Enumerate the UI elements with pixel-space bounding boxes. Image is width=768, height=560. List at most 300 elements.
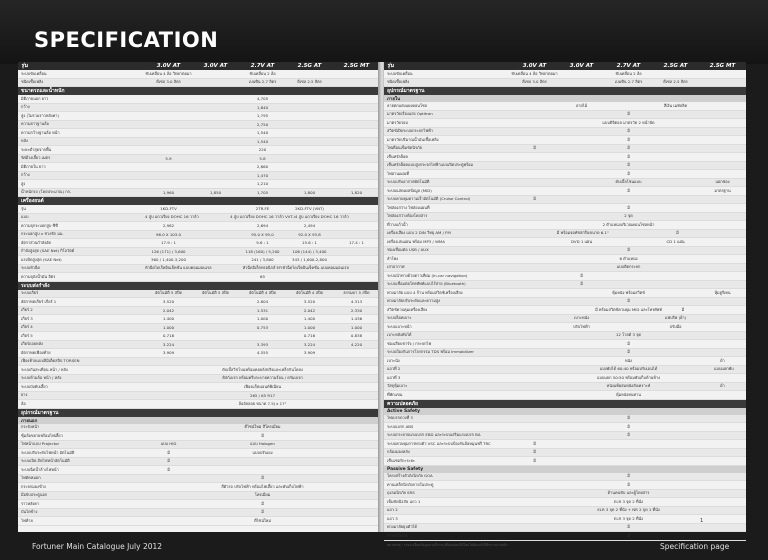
spec-value: มี [681,306,685,312]
spec-value: หัวฉีดอิเล็กทรอนิกส์ EFI [242,265,283,271]
spec-value: 1KD-FTV [160,206,177,212]
spec-value: มี [627,153,630,159]
spec-row [18,517,380,526]
spec-row [384,391,746,400]
spec-row [384,281,746,290]
spec-label: แถว 3 [387,515,398,521]
spec-value: มาตรฐาน [714,187,731,193]
spec-label: ชนิดเชื้อเพลิง [21,79,44,85]
spec-value: 1,795 [256,113,269,119]
spec-value: 1,850 [209,189,222,195]
spec-value: แบบ HID [160,441,177,447]
spec-row [384,481,746,490]
spec-row [18,163,380,172]
spec-label: ระยะต่ำสุดจากพื้น [21,146,52,152]
spec-value: 1,705 [256,189,269,195]
spec-value: 3.520 [162,299,175,305]
spec-value: ดีเซล 3.0 ลิตร [156,79,181,85]
spec-row [384,238,746,247]
spec-value: 96.0 X 103.0 [156,231,181,237]
spec-row [384,221,746,230]
spec-row [384,230,746,239]
spec-row [18,70,380,79]
spec-row [384,349,746,358]
section-heading: ระบบส่งกำลัง [18,282,380,290]
spec-value: 5.8 [259,155,266,161]
spec-value: 4.313 [350,299,363,305]
spec-row [384,247,746,256]
spec-value: 343 / 1,600-2,800 [292,257,327,263]
page-number: 1 [700,518,704,524]
page-title: SPECIFICATION [34,28,219,52]
spec-row [18,500,380,509]
spec-value: มี [261,475,264,481]
spec-value: 0.716 [303,333,316,339]
spec-value: มี [627,111,630,117]
column-header-cell: 2.5G AT [297,63,322,69]
spec-label: มาตรวัดปริมาณน้ำมันเชื้อเพลิง [387,136,439,142]
spec-row [384,272,746,281]
spec-label: ลายตกแต่งแผงคอนโซล [387,102,428,108]
spec-value: มี [627,432,630,438]
spec-row [384,187,746,196]
column-header-cell: 3.0V AT [203,63,228,69]
spec-row [384,415,746,424]
column-header-cell: 3.0V AT [569,63,594,69]
spec-value: 1.531 [256,307,269,313]
spec-value: 1.400 [303,316,316,322]
spec-label: กระบอกสูบ x ช่วงชัก มม. [21,231,64,237]
spec-value: ขับเคลื่อน 2 ล้อ [615,70,642,76]
spec-value: 0.753 [256,324,269,330]
spec-row [384,102,746,111]
spec-label: ไฟท้าย [21,517,33,523]
spec-value: 126 (171) / 3,600 [151,248,186,254]
spec-value: ELR 3 จุด 2 ที่นั่ง [613,498,644,504]
spec-label: กำลังสูงสุด (SAE Net) กิโลวัตต์ [21,248,75,254]
spec-value: เบาะหนัง [573,315,590,321]
spec-label: ระบบห้ามล้อ หน้า / หลัง [21,375,62,381]
spec-value: 118 (160) / 5,200 [245,248,280,254]
spec-value: มี [627,128,630,134]
spec-label: แถวที่ 2 [387,366,401,372]
spec-value: ขับเคลื่อน 4 ล้อ วิทยาตอมา [511,70,558,76]
spec-label: แบบ [21,214,29,220]
spec-value: 1.000 [350,324,363,330]
spec-row [18,265,380,274]
spec-value: ดับเบิ้ลวิชโบนพร้อมคอยล์สปริงและเหล็กกันโคลง [222,366,303,372]
spec-row [18,214,380,223]
column-header-label: รุ่น [387,63,394,69]
spec-label: วัสดุหุ้มเบาะ [387,383,408,389]
column-header-cell: 3.0V AT [522,63,547,69]
spec-label: เกียร์ 5 [21,332,33,338]
spec-row [18,475,380,484]
spec-value: 3.909 [162,350,175,356]
column-header-row [18,62,380,70]
spec-value: มี [167,466,170,472]
spec-label: เซ็นทรัลล็อค [387,153,408,159]
spec-label: น้ำหนักรถ (โดยประมาณ) กก. [21,189,72,195]
column-header-label: รุ่น [21,63,28,69]
spec-row [18,172,380,181]
spec-row [18,400,380,409]
spec-row [384,332,746,341]
spec-row [18,79,380,88]
spec-row [18,483,380,492]
spec-value: มี [627,204,630,210]
spec-value: มี [627,145,630,151]
spec-value: 3.224 [303,341,316,347]
spec-value: แยกช่อง [715,179,730,185]
spec-row [384,162,746,171]
spec-row [384,298,746,307]
spec-label: กระจังหน้า [21,424,40,430]
spec-value: ปรับไฟฟ้า [573,323,590,329]
spec-value: ผ้า [720,357,725,363]
section-heading: ขนาดรถและน้ำหนัก [18,87,380,95]
spec-label: สวิตช์เปิดระบบกระจกไฟฟ้า [387,128,433,134]
spec-value: ดีไซน์ใหม่ สีโครเมียม [244,424,281,430]
spec-row [18,180,380,189]
spec-value: 2.330 [350,307,363,313]
spec-row [18,231,380,240]
column-header-cell: 2.7V AT [616,63,641,69]
spec-label: ระบบเกียร์ [21,290,39,296]
spec-row [384,204,746,213]
spec-value: 0.716 [162,333,175,339]
spec-value: มี [627,298,630,304]
spec-value: 2,494 [303,223,316,229]
spec-value: 1,210 [256,181,269,187]
spec-row [18,366,380,375]
spec-label: ไฟอ่านแผนที่ [387,170,409,176]
spec-value: 1.436 [350,316,363,322]
spec-label: มาตรวัดเรืองแสง Optitron [387,111,433,117]
spec-value: หุ้มหนังทนทาน [616,391,641,397]
column-header-row [384,62,746,70]
spec-value: 3.520 [303,299,316,305]
spec-label: มิติภายใน ยาว [21,163,46,169]
spec-label: ระบบกันสะเทือน หน้า / หลัง [21,366,68,372]
spec-row [18,441,380,450]
spec-value: แบบติดกระจก [616,264,641,270]
spec-value: 3.393 [256,341,269,347]
spec-value: 2.804 [256,299,269,305]
spec-row [18,307,380,316]
spec-value: มี [627,349,630,355]
spec-value: 15.6 : 1 [302,240,317,246]
spec-label: เซ็นเซอร์กะระยะ [387,457,416,463]
spec-row [384,255,746,264]
spec-value: DVD 1 แผ่น [571,238,592,244]
subsection-heading: ภายนอก [18,417,380,424]
spec-row [18,458,380,467]
spec-value: หัวฉีดไดเร็คอินเจ็คชั่น แบบคอมมอนเรล [282,265,349,271]
spec-label: ระบบเบรก ABS [387,423,414,429]
spec-value: 4 สูบ แถวเรียง DOHC 16 วาล์ว VVT-i [230,214,295,220]
spec-label: ความจุกระบอกสูบ ซีซี [21,222,58,228]
spec-label: มือจับประตูนอก [21,492,48,498]
spec-row [18,449,380,458]
spec-row [18,95,380,104]
spec-value: ดีเซล 3.0 ลิตร [522,79,547,85]
spec-label: ระบบนำทางด้วยดาวเทียม (In-car navigation) [387,272,468,278]
section-heading: อุปกรณ์มาตรฐาน [384,87,746,95]
spec-value: สีตัวรถ ปรับไฟฟ้า พร้อมไฟเลี้ยว และพับเก็บไฟฟ้า [221,483,304,489]
spec-value: มี [627,170,630,176]
spec-row [384,111,746,120]
spec-value: 1,540 [256,138,269,144]
spec-label: ระบบกระจายแรงเบรก EBD และระบบเสริมแรงเบรก BA [387,432,481,438]
spec-value: มี [167,458,170,464]
spec-value: ELR 3 จุด 2 ที่นั่ง [613,515,644,521]
spec-label: เบาะหลังพับได้ [387,332,412,338]
spec-label: กระจกมองข้าง [21,483,46,489]
spec-value: 2,860 [256,164,269,170]
spec-value: แบ่งพับได้ 60:40 พร้อมปรับเอนได้ [599,366,658,372]
spec-row [384,498,746,507]
section-heading: อุปกรณ์มาตรฐาน [18,409,380,417]
spec-value: มี พร้อมจอทัชสกรีนขนาด 6.1" [556,230,609,236]
spec-row [384,457,746,466]
spec-label: สูง [21,180,26,186]
spec-value: 1.400 [162,316,175,322]
spec-row [384,145,746,154]
spec-value: 1.000 [303,324,316,330]
spec-value: 95.0 X 95.0 [251,231,274,237]
spec-value: อัตโนมัติ 4 สปีด [295,290,324,296]
spec-value: มี [580,281,583,287]
spec-label: เซ็นทรัลล็อคแบบสูงกระจกไฟฟ้าแบบเปิดประตูพร้อม [387,162,474,168]
spec-label: บันไดข้าง [21,509,38,515]
spec-row [384,289,746,298]
spec-row [18,248,380,257]
spec-value: 4.220 [350,341,363,347]
spec-label: โครงสร้างตัวถังนิรภัย GOA [387,473,433,479]
spec-label: เบาะนั่ง [387,357,400,363]
spec-label: ที่วางแก้วน้ำ [387,221,408,227]
spec-label: หลัง [21,138,28,144]
spec-label: อัตราส่วนกำลังอัด [21,239,52,245]
spec-label: กว้าง [21,172,30,178]
spec-value: 92.0 X 93.8 [298,231,321,237]
spec-value: ธรรมดา 5 สปีด [343,290,370,296]
spec-value: มี [533,440,536,446]
spec-value: 1,820 [350,189,363,195]
column-header-cell: 2.7V AT [250,63,275,69]
spec-label: กล้องมองหลัง [387,449,410,455]
spec-row [384,323,746,332]
spec-row [384,340,746,349]
spec-value: มี [627,340,630,346]
spec-value: 265 / 65 R17 [249,392,276,398]
spec-value: 5.9 [165,155,172,161]
spec-row [18,138,380,147]
spec-label: อัตราทดเกียร์ เกียร์ 1 [21,298,57,304]
spec-value: มี [261,500,264,506]
spec-value: ปรับมือ [669,323,682,329]
spec-row [384,532,746,541]
spec-value: แบบดิจิตอล มาตรวัด 2 หน้าปัด [602,119,655,125]
spec-label: ระบบป้องกันการโจรกรรม TDS พร้อม Immobilizer [387,349,474,355]
spec-value: มี [627,423,630,429]
spec-row [384,366,746,375]
spec-row [18,466,380,475]
spec-label: พวงมาลัยปรับระดับและความสูง [387,298,441,304]
spec-value: มี [627,532,630,538]
spec-value: มี [533,457,536,463]
spec-row [384,383,746,392]
spec-row [384,264,746,273]
spec-label: ชนิดเชื้อเพลิง [387,79,410,85]
spec-value: 2,750 [256,121,269,127]
spec-row [18,189,380,198]
spec-value: อัตโนมัติ 4 สปีด [248,290,277,296]
spec-row [18,375,380,384]
spec-value: สีเงิน เมทัลลิค [663,102,688,108]
spec-value: ดีเซล 2.5 ลิตร [663,79,688,85]
spec-row [384,440,746,449]
spec-value: 0.838 [350,333,363,339]
spec-label: กว้าง [21,104,30,110]
spec-value: ผ้า [720,383,725,389]
spec-value: แบบแยกพับ [713,366,734,372]
spec-label: สูง (ไม่รวมราวหลังคา) [21,112,60,118]
spec-label: พวงมาลัยยุบตัวได้ [387,524,418,530]
spec-row [384,153,746,162]
spec-value: ขับเคลื่อน 4 ล้อ วิทยาตอมา [145,70,192,76]
spec-value: มี [627,415,630,421]
spec-value: หุ้มหนัง พร้อมสวิตช์ [612,289,645,295]
spec-label: คานเหล็กนิรภัยภายในประตู [387,481,434,487]
spec-value: ลายไม้ [575,102,588,108]
spec-value: มี [627,481,630,487]
spec-value: มี [261,509,264,515]
subsection-heading: ภายใน [384,95,746,102]
section-heading: ความปลอดภัย [384,400,746,408]
spec-value: หนัง [624,357,633,363]
spec-value: 1,840 [256,104,269,110]
spec-value: ด้านคนขับ และผู้โดยสาร [607,490,650,496]
spec-label: ระบบขับเคลื่อน [21,70,47,76]
spec-label: ระบบแสดงผลข้อมูล (MID) [387,187,432,193]
spec-value: 17.9 : 1 [161,240,176,246]
spec-row [384,79,746,88]
spec-label: ระบบปรับระดับไฟหน้า อัตโนมัติ [21,449,75,455]
spec-row [384,213,746,222]
spec-row [18,392,380,401]
spec-value: ดับเบิ้ลโซนแบบ [615,179,642,185]
spec-row [18,222,380,231]
spec-row [18,315,380,324]
spec-row [384,315,746,324]
spec-label: ระบบควบคุมการทรงตัว VSC และระบบป้องกันล้อหมุนฟรี TRC [387,440,491,446]
spec-label: เสาอากาศ [387,264,405,270]
spec-label: ระบบปรับอากาศอัตโนมัติ [387,179,430,185]
spec-value: ELR 3 จุด 2 ที่นั่ง + NR 2 จุด 1 ที่นั่ง [597,507,660,513]
spec-row [384,507,746,516]
spec-row [18,112,380,121]
spec-value: 1,960 [162,189,175,195]
spec-row [18,492,380,501]
spec-row [18,332,380,341]
spec-label: ระบบเบาะหน้า [387,323,412,329]
subsection-heading: Passive Safety [384,466,746,473]
spec-row [384,128,746,137]
spec-row [18,129,380,138]
spec-label: ความยาวฐานล้อ [21,121,49,127]
spec-row [18,205,380,214]
spec-row [18,424,380,433]
spec-row [384,136,746,145]
spec-label: แรงบิดสูงสุด (SAE Net) [21,256,62,262]
spec-value: แบบปรับเอง [252,449,273,455]
spec-row [384,306,746,315]
spec-label: แถวที่ 3 [387,374,401,380]
spec-value: 2.042 [303,307,316,313]
spec-value: 1,540 [256,130,269,136]
spec-value: มี [580,272,583,278]
spec-row [18,341,380,350]
spec-value: มี [627,247,630,253]
spec-label: ระบบล็อคเบาะ [387,315,412,321]
spec-label: อัตราทดเฟืองท้าย [21,349,51,355]
spec-value: อัตโนมัติ 5 สปีด [154,290,183,296]
spec-row [18,432,380,441]
spec-value: 3.909 [303,350,316,356]
spec-row [18,155,380,164]
spec-label: ไฟส่องสว่าง ไฟส่องแผนที่ [387,204,430,210]
spec-value: 2TR-FE [255,206,270,212]
spec-value: มี [627,524,630,530]
spec-label: ไฟเบรกดวงที่ 3 [387,415,413,421]
spec-value: อัตโนมัติ 5 สปีด [201,290,230,296]
spec-value: CD 1 แผ่น [666,238,685,244]
spec-value: 4.555 [256,350,269,356]
spec-row [18,239,380,248]
spec-value: 1.000 [256,316,269,322]
spec-value: 6 ตำแหน่ง [619,255,638,261]
spec-value: หัวฉีดไดเร็คอินเจ็คชั่น แบบคอมมอนเรล [145,265,212,271]
spec-value: ดิสก์เบรก พร้อมครีบระบายความร้อน / ดรัมเบรก [222,375,303,381]
spec-value: 4 สูบ แถวเรียง DOHC 16 วาล์ว [294,214,349,220]
spec-label: เกียร์ 3 [21,315,33,321]
spec-label: ไฟเตือนเข็มขัดนิรภัย [387,145,422,151]
spec-row [384,170,746,179]
spec-value: มี [261,432,264,438]
spec-label: เครื่องเล่นแผ่น พร้อม MP3 / WMA [387,238,445,244]
spec-value: 1.000 [162,324,175,330]
section-heading: เครื่องยนต์ [18,197,380,205]
spec-value: หุ้มยูรีเทน [714,289,731,295]
spec-value: ดีเซล 2.5 ลิตร [297,79,322,85]
column-header-cell: 2.5G MT [343,63,370,69]
spec-value: โครเมียม [254,492,271,498]
spec-label: ช่องเชื่อมต่อ USB / AUX [387,247,429,253]
spec-value: ขับเคลื่อน 2 ล้อ [249,70,276,76]
spec-value: 1,470 [256,172,269,178]
spec-label: เครื่องเสียง แบบ 2 DIN วิทยุ AM / FM [387,230,451,236]
spec-row [384,179,746,188]
spec-label: ไฟตัดหมอก [21,475,41,481]
spec-value: 12 โวลต์ 3 จุด [615,332,642,338]
spec-label: ถุงลมนิรภัย SRS [387,490,415,496]
footer-left: Fortuner Main Catalogue July 2012 [32,542,163,551]
spec-label: เกียร์ถอยหลัง [21,341,43,347]
spec-value: 2 จุด [624,213,633,219]
spec-row [384,196,746,205]
